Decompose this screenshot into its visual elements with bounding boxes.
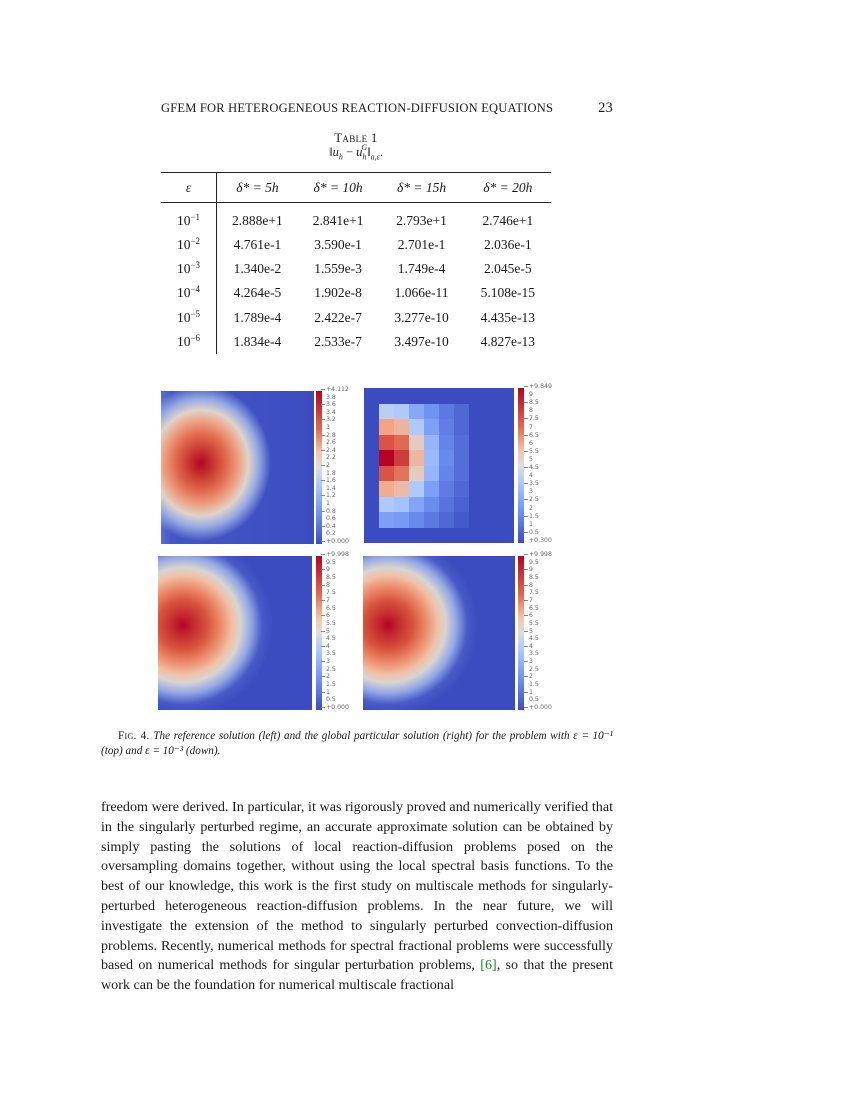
- heatmap-cell: [424, 497, 440, 513]
- colorbar-tick-label: 8.5: [326, 573, 336, 581]
- table-cell: 5.108e-15: [480, 285, 536, 301]
- colorbar-tick-label: 7: [529, 423, 533, 431]
- epsilon-cell: $10^{-5}$: [161, 305, 217, 329]
- colorbar-tick-label: 1.5: [529, 681, 539, 689]
- table-cell: 1.340e-2: [233, 260, 282, 276]
- colorbar-tick-label: 6.5: [326, 604, 336, 612]
- table-cell: 4.761e-1: [233, 236, 282, 252]
- table-cell: 2.888e+1: [232, 212, 283, 228]
- colorbar-tick-label: 5: [326, 627, 330, 635]
- heatmap-cell: [394, 466, 410, 482]
- colorbar-tick-label: 7.5: [529, 415, 539, 423]
- colorbar-tick-label: +9.849: [529, 383, 552, 390]
- colorbar-tick-label: 5.5: [529, 619, 539, 627]
- table-cell: 2.036e-1: [484, 236, 532, 252]
- colorbar-tick-label: 6.5: [529, 431, 539, 439]
- colorbar-tick-label: 0.6: [326, 515, 336, 523]
- heatmap-cell: [394, 419, 410, 435]
- table-cell: 2.422e-7: [314, 309, 362, 325]
- colorbar-tick-label: 0.5: [326, 696, 336, 704]
- colorbar-tick-label: 9.5: [529, 558, 539, 566]
- table-cell: 1.902e-8: [314, 285, 362, 301]
- heatmap-cell: [484, 512, 500, 528]
- table-cell: 2.793e+1: [396, 212, 447, 228]
- heatmap-cell: [469, 435, 485, 451]
- table-cell: 2.533e-7: [314, 333, 362, 349]
- colorbar-tick-label: 4.5: [326, 635, 336, 643]
- page-number: 23: [598, 100, 613, 116]
- heatmap-cell: [439, 388, 455, 404]
- epsilon-cell: $10^{-2}$: [161, 233, 217, 257]
- table-cell: 1.559e-3: [314, 260, 362, 276]
- table-label: Table 1: [334, 131, 378, 145]
- heatmap-cell: [424, 435, 440, 451]
- heatmap-cell: [484, 528, 500, 544]
- heatmap-cell: [469, 450, 485, 466]
- heatmap-cell: [439, 419, 455, 435]
- heatmap-cell: [454, 481, 470, 497]
- heatmap-cell: [364, 450, 380, 466]
- heatmap-global-particular-eps-1e-3: [363, 556, 515, 710]
- colorbar-global-particular-eps-1e-3: [518, 556, 524, 710]
- figure-caption-text: The reference solution (left) and the global particular solution (right) for the problem with ε = 10⁻¹ (top) and ε = 10⁻³ (down).: [101, 730, 614, 757]
- heatmap-cell: [409, 512, 425, 528]
- figure-caption: [101, 729, 613, 758]
- colorbar-tick-label: 3: [529, 658, 533, 666]
- figure-label: Fig. 4.: [118, 730, 150, 742]
- heatmap-cell: [499, 419, 514, 435]
- heatmap-cell: [454, 512, 470, 528]
- colorbar-tick-label: 2.8: [326, 431, 336, 439]
- table-cell: 2.045e-5: [484, 260, 532, 276]
- colorbar-tick-label: 1.2: [326, 492, 336, 500]
- table-cell: 3.590e-1: [314, 236, 362, 252]
- colorbar-tick-label: +0.000: [326, 538, 349, 545]
- heatmap-cell: [484, 404, 500, 420]
- heatmap-cell: [499, 481, 514, 497]
- colorbar-tick-label: 8: [529, 407, 533, 415]
- colorbar-tick-label: 8: [529, 581, 533, 589]
- heatmap-cell: [379, 450, 395, 466]
- colorbar-tick-label: 0.4: [326, 522, 336, 530]
- colorbar-tick-label: 5.5: [529, 447, 539, 455]
- colorbar-tick-label: 1: [529, 688, 533, 696]
- heatmap-cell: [409, 466, 425, 482]
- colorbar-tick-label: 3.8: [326, 393, 336, 401]
- heatmap-cell: [484, 450, 500, 466]
- heatmap-cell: [394, 512, 410, 528]
- table-cell: 4.264e-5: [233, 285, 282, 301]
- heatmap-cell: [439, 512, 455, 528]
- table-cell: 1.834e-4: [233, 333, 282, 349]
- colorbar-tick-label: 3.5: [529, 480, 539, 488]
- heatmap-cell: [409, 528, 425, 544]
- colorbar-tick-label: 9: [529, 566, 533, 574]
- colorbar-tick-label: 0.2: [326, 530, 336, 538]
- heatmap-cell: [379, 481, 395, 497]
- colorbar-tick-label: 3.6: [326, 401, 336, 409]
- heatmap-cell: [379, 388, 395, 404]
- heatmap-cell: [484, 497, 500, 513]
- colorbar-tick-label: 7: [326, 596, 330, 604]
- heatmap-cell: [424, 528, 440, 544]
- heatmap-cell: [379, 404, 395, 420]
- heatmap-cell: [454, 419, 470, 435]
- epsilon-cell: $10^{-1}$: [161, 203, 217, 233]
- heatmap-cell: [469, 512, 485, 528]
- heatmap-cell: [454, 435, 470, 451]
- heatmap-cell: [439, 528, 455, 544]
- colorbar-tick-label: 2.4: [326, 446, 336, 454]
- heatmap-cell: [484, 481, 500, 497]
- heatmap-cell: [409, 481, 425, 497]
- heatmap-cell: [484, 466, 500, 482]
- colorbar-tick-label: 4: [326, 642, 330, 650]
- heatmap-cell: [439, 497, 455, 513]
- heatmap-cell: [439, 481, 455, 497]
- heatmap-cell: [454, 528, 470, 544]
- heatmap-cell: [469, 528, 485, 544]
- heatmap-cell: [499, 512, 514, 528]
- heatmap-cell: [499, 497, 514, 513]
- heatmap-cell: [364, 497, 380, 513]
- colorbar-tick-label: +9.998: [326, 551, 349, 558]
- colorbar-tick-label: 4.5: [529, 464, 539, 472]
- colorbar-reference-eps-1e-1: [316, 391, 322, 544]
- citation-link-6[interactable]: [6]: [480, 957, 497, 974]
- colorbar-tick-label: 6: [529, 612, 533, 620]
- table-cell: 1.789e-4: [233, 309, 282, 325]
- colorbar-tick-label: 8.5: [529, 573, 539, 581]
- heatmap-cell: [409, 450, 425, 466]
- colorbar-tick-label: 9.5: [326, 558, 336, 566]
- colorbar-global-particular-eps-1e-1: [518, 388, 524, 543]
- colorbar-tick-label: 3: [529, 488, 533, 496]
- heatmap-cell: [379, 497, 395, 513]
- heatmap-cell: [499, 450, 514, 466]
- colorbar-tick-label: 3.4: [326, 408, 336, 416]
- colorbar-tick-label: 1: [326, 500, 330, 507]
- heatmap-cell: [424, 404, 440, 420]
- epsilon-cell: $10^{-3}$: [161, 257, 217, 281]
- body-text-part-2: , so that the present work can be the foundation for numerical multiscale fractional: [101, 957, 613, 994]
- colorbar-reference-eps-1e-3: [316, 556, 322, 710]
- colorbar-tick-label: 0.8: [326, 507, 336, 515]
- heatmap-cell: [364, 528, 380, 544]
- heatmap-cell: [484, 435, 500, 451]
- colorbar-tick-label: 1.4: [326, 484, 336, 492]
- table-header-row: [161, 173, 551, 203]
- colorbar-tick-label: 7.5: [529, 589, 539, 597]
- heatmap-cell: [499, 388, 514, 404]
- heatmap-cell: [454, 497, 470, 513]
- heatmap-cell: [394, 450, 410, 466]
- heatmap-cell: [424, 481, 440, 497]
- heatmap-cell: [364, 512, 380, 528]
- heatmap-cell: [364, 435, 380, 451]
- colorbar-tick-label: +9.998: [529, 551, 552, 558]
- column-header-delta-10h: δ* = 10h: [313, 179, 363, 195]
- epsilon-cell: $10^{-6}$: [161, 330, 217, 354]
- heatmap-cell: [394, 404, 410, 420]
- colorbar-tick-label: 2.5: [529, 496, 539, 504]
- heatmap-cell: [439, 404, 455, 420]
- heatmap-cell: [454, 388, 470, 404]
- colorbar-tick-label: 2.6: [326, 439, 336, 447]
- heatmap-cell: [484, 388, 500, 404]
- column-header-epsilon: ε: [161, 173, 217, 203]
- results-table: [161, 172, 551, 354]
- table-row: [161, 281, 551, 305]
- colorbar-tick-label: 3: [326, 424, 330, 431]
- table-cell: 1.749e-4: [397, 260, 446, 276]
- heatmap-cell: [394, 528, 410, 544]
- running-head: [161, 101, 613, 119]
- colorbar-tick-label: 4: [529, 472, 533, 480]
- table-cell: 1.066e-11: [394, 285, 449, 301]
- table-cell: 2.701e-1: [397, 236, 446, 252]
- heatmap-cell: [394, 481, 410, 497]
- heatmap-cell: [409, 388, 425, 404]
- heatmap-cell: [499, 466, 514, 482]
- heatmap-cell: [424, 466, 440, 482]
- heatmap-cell: [379, 528, 395, 544]
- body-paragraph: [101, 798, 613, 996]
- colorbar-tick-label: 2.5: [326, 665, 336, 673]
- colorbar-tick-label: 9: [326, 566, 330, 574]
- epsilon-cell: $10^{-4}$: [161, 281, 217, 305]
- heatmap-cell: [469, 419, 485, 435]
- colorbar-tick-label: 1.8: [326, 469, 336, 477]
- colorbar-tick-label: 5: [529, 627, 533, 635]
- heatmap-cell: [499, 435, 514, 451]
- colorbar-tick-label: 1.6: [326, 477, 336, 485]
- column-header-delta-15h: δ* = 15h: [396, 179, 447, 195]
- heatmap-cell: [379, 419, 395, 435]
- table-cell: 3.497e-10: [394, 333, 449, 349]
- colorbar-tick-label: 1: [326, 688, 330, 696]
- colorbar-tick-label: 4.5: [529, 635, 539, 643]
- colorbar-tick-label: 7: [529, 596, 533, 604]
- table-row: [161, 305, 551, 329]
- table-row: [161, 257, 551, 281]
- heatmap-cell: [409, 404, 425, 420]
- colorbar-tick-label: 0.5: [529, 528, 539, 536]
- heatmap-cell: [454, 450, 470, 466]
- heatmap-cell: [409, 497, 425, 513]
- colorbar-tick-label: 1.5: [529, 512, 539, 520]
- heatmap-cell: [439, 466, 455, 482]
- colorbar-tick-label: +0.000: [326, 704, 349, 711]
- heatmap-cell: [469, 481, 485, 497]
- colorbar-tick-label: 8.5: [529, 399, 539, 407]
- heatmap-cell: [469, 466, 485, 482]
- heatmap-global-particular-eps-1e-1: [364, 388, 514, 543]
- heatmap-cell: [454, 404, 470, 420]
- heatmap-cell: [394, 435, 410, 451]
- colorbar-tick-label: 1.5: [326, 681, 336, 689]
- heatmap-cell: [394, 388, 410, 404]
- heatmap-cell: [439, 450, 455, 466]
- table-cell: 2.746e+1: [482, 212, 534, 228]
- heatmap-cell: [379, 435, 395, 451]
- heatmap-cell: [499, 528, 514, 544]
- table-row: [161, 203, 551, 233]
- heatmap-reference-eps-1e-3: [158, 556, 312, 710]
- heatmap-cell: [469, 497, 485, 513]
- colorbar-tick-label: 2: [326, 673, 330, 681]
- heatmap-cell: [364, 419, 380, 435]
- heatmap-cell: [439, 435, 455, 451]
- colorbar-tick-label: 2: [529, 673, 533, 681]
- colorbar-tick-label: 3: [326, 658, 330, 666]
- colorbar-tick-label: 9: [529, 391, 533, 399]
- colorbar-tick-label: +4.112: [326, 386, 349, 393]
- colorbar-tick-label: 6: [326, 612, 330, 620]
- heatmap-cell: [469, 404, 485, 420]
- heatmap-cell: [364, 466, 380, 482]
- heatmap-cell: [424, 450, 440, 466]
- colorbar-tick-label: 5: [529, 455, 533, 463]
- heatmap-cell: [424, 388, 440, 404]
- colorbar-tick-label: 2.5: [529, 665, 539, 673]
- table-cell: 4.435e-13: [480, 309, 536, 325]
- heatmap-reference-eps-1e-1: [161, 391, 314, 544]
- colorbar-tick-label: 8: [326, 581, 330, 589]
- heatmap-cell: [394, 497, 410, 513]
- table-row: [161, 330, 551, 354]
- heatmap-cell: [469, 388, 485, 404]
- heatmap-cell: [499, 404, 514, 420]
- colorbar-tick-label: 4: [529, 642, 533, 650]
- heatmap-cell: [379, 512, 395, 528]
- colorbar-tick-label: 6: [529, 439, 533, 447]
- colorbar-tick-label: 7.5: [326, 589, 336, 597]
- colorbar-tick-label: 2: [326, 462, 330, 469]
- heatmap-cell: [364, 404, 380, 420]
- heatmap-cell: [364, 481, 380, 497]
- table-cell: 4.827e-13: [480, 333, 536, 349]
- table-formula: $‖u_h$ − $u_h^G‖_{a,\varepsilon}$.: [329, 143, 383, 162]
- colorbar-tick-label: 3.5: [529, 650, 539, 658]
- heatmap-cell: [379, 466, 395, 482]
- body-text-part-1: freedom were derived. In particular, it was rigorously proved and numerically verified that in the singularly perturbed regime, an accurate approximate solution can be obtained by simply pasting the solutions of local reaction-diffusion problems posed on the oversampling domains together, without using the local spectral basis functions. To the best of our knowledge, this work is the first study on multiscale methods for singularly-perturbed heterogeneous reaction-diffusion problems. In the near future, we will investigate the extension of the method to singularly perturbed convection-diffusion problems. Recently, numerical methods for spectral fractional problems were successfully based on numerical methods for singular perturbation problems,: [101, 799, 613, 974]
- colorbar-tick-label: +0.000: [529, 704, 552, 711]
- table-cell: 3.277e-10: [394, 309, 449, 325]
- column-header-delta-5h: δ* = 5h: [236, 179, 279, 195]
- colorbar-tick-label: 0.5: [529, 696, 539, 704]
- heatmap-cell: [424, 512, 440, 528]
- heatmap-cell: [409, 419, 425, 435]
- colorbar-tick-label: 6.5: [529, 604, 539, 612]
- colorbar-tick-label: +0.300: [529, 537, 552, 544]
- heatmap-cell: [424, 419, 440, 435]
- running-title: GFEM FOR HETEROGENEOUS REACTION-DIFFUSION EQUATIONS: [161, 101, 554, 115]
- table-caption: [161, 131, 551, 165]
- colorbar-tick-label: 1: [529, 520, 533, 528]
- colorbar-tick-label: 3.5: [326, 650, 336, 658]
- heatmap-cell: [364, 388, 380, 404]
- heatmap-cell: [454, 466, 470, 482]
- column-header-delta-20h: δ* = 20h: [483, 179, 533, 195]
- heatmap-cell: [484, 419, 500, 435]
- table-cell: 2.841e+1: [312, 212, 364, 228]
- colorbar-tick-label: 3.2: [326, 416, 336, 424]
- heatmap-cell: [409, 435, 425, 451]
- colorbar-tick-label: 2: [529, 504, 533, 512]
- colorbar-tick-label: 2.2: [326, 454, 336, 462]
- colorbar-tick-label: 5.5: [326, 619, 336, 627]
- table-row: [161, 233, 551, 257]
